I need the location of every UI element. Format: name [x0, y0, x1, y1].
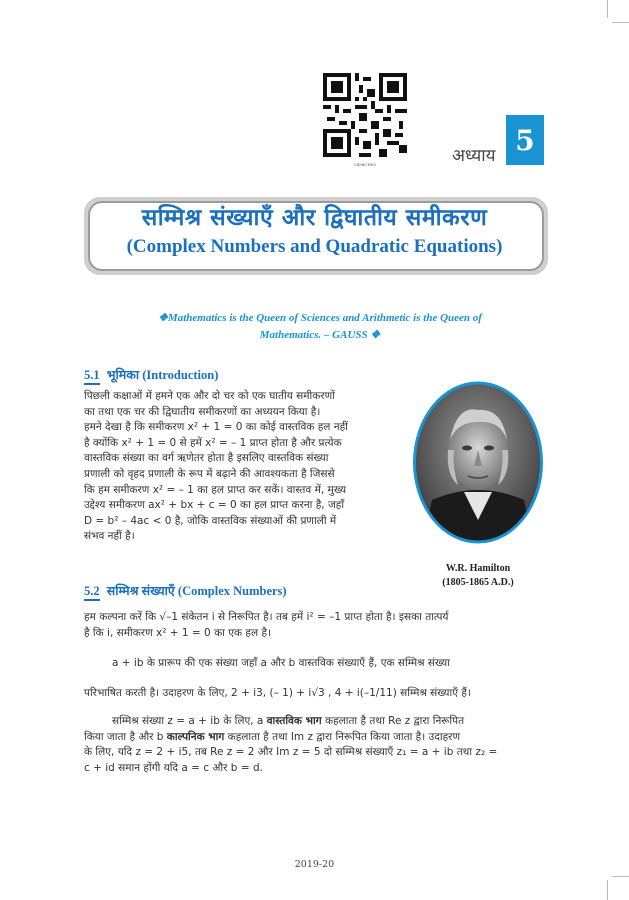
- qr-code[interactable]: [323, 73, 407, 157]
- complex-numbers-paragraph-3: [84, 714, 546, 776]
- paragraph-line: है क्योंकि x² + 1 = 0 से हमें x² = – 1 प्राप्त होता है और प्रत्येक: [84, 436, 342, 449]
- chapter-number: 5: [515, 123, 535, 157]
- crop-mark: [612, 22, 629, 23]
- caption-name: W.R. Hamilton: [445, 563, 511, 574]
- paragraph-line: है कि i, समीकरण x² + 1 = 0 का एक हल है।: [84, 626, 271, 639]
- epigraph-quote: [110, 310, 530, 344]
- term-real-part: वास्तविक भाग: [266, 715, 322, 727]
- paragraph-line: का तथा एक चर की द्विघातीय समीकरणों का अध्ययन किया है।: [84, 405, 321, 418]
- paragraph-line: वास्तविक संख्या का वर्ग ऋणेतर होता है इसलिए वास्तविक संख्या: [84, 452, 329, 465]
- paragraph-line: के लिए, यदि z = 2 + i5, तब Re z = 2 और Im z = 5 दो सम्मिश्र संख्याएँ z₁ = a + ib तथा z₂ =: [84, 746, 498, 759]
- crop-mark: [607, 880, 608, 900]
- paragraph-line: हम कल्पना करें कि √–1 संकेतन i से निरूपित है। तब हमें i² = –1 प्राप्त होता है। इसका तात्पर्य: [84, 611, 449, 623]
- section-heading-complex-numbers: [84, 582, 287, 601]
- paragraph-line: a + ib के प्रारूप की एक संख्या जहाँ a और b वास्तविक संख्याएँ हैं, एक सम्मिश्र संख्या: [112, 657, 450, 669]
- chapter-title-english: (Complex Numbers and Quadratic Equations): [126, 236, 503, 257]
- section-number: 5.1: [84, 368, 100, 385]
- introduction-paragraph: [84, 389, 400, 545]
- crop-mark: [612, 876, 629, 877]
- quote-line: ❖Mathematics is the Queen of Sciences and Arithmetic is the Queen of: [158, 312, 482, 324]
- chapter-title-hindi: सम्मिश्र संख्याएँ और द्विघातीय समीकरण: [141, 204, 488, 231]
- paragraph-line: संभव नहीं है।: [84, 530, 135, 543]
- caption-years: (1805-1865 A.D.): [442, 577, 514, 588]
- paragraph-line: पिछली कक्षाओं में हमने एक और दो चर को एक घातीय समीकरणों: [84, 390, 335, 402]
- paragraph-line: c + id समान होंगी यदि a = c और b = d.: [84, 761, 263, 774]
- complex-numbers-paragraph-1: [84, 610, 546, 641]
- qr-code-id: 0496CH05: [354, 162, 376, 167]
- complex-numbers-paragraph-2: [84, 656, 546, 701]
- section-heading-introduction: [84, 366, 218, 385]
- crop-mark: [607, 0, 608, 18]
- term-imaginary-part: काल्पनिक भाग: [166, 730, 225, 743]
- page-footer-year: 2019-20: [294, 859, 335, 870]
- paragraph-line: D = b² – 4ac < 0 है, जोकि वास्तविक संख्याओं की प्रणाली में: [84, 514, 337, 527]
- chapter-number-badge: [506, 115, 544, 165]
- section-title: सम्मिश्र संख्याएँ (Complex Numbers): [106, 584, 287, 598]
- quote-line: Mathematics. – GAUSS ❖: [259, 329, 381, 341]
- portrait-caption: [398, 562, 558, 590]
- chapter-label: अध्याय: [452, 146, 496, 166]
- hamilton-portrait: [412, 380, 544, 545]
- paragraph-line: किया जाता है और b काल्पनिक भाग कहलाता है तथा Im z द्वारा निरूपित किया जाता है। उदाहरण: [84, 730, 461, 743]
- paragraph-line: सम्मिश्र संख्या z = a + ib के लिए, a वास्तविक भाग कहलाता है तथा Re z द्वारा निरूपित: [112, 715, 465, 727]
- paragraph-line: कि हम समीकरण x² = – 1 का हल प्राप्त कर सकें। वास्तव में, मुख्य: [84, 483, 347, 496]
- paragraph-line: प्रणाली को वृहद प्रणाली के रूप में बढ़ाने की आवश्यकता है जिससे: [84, 467, 335, 480]
- section-title: भूमिका (Introduction): [106, 368, 219, 382]
- section-number: 5.2: [84, 584, 100, 601]
- paragraph-line: उद्देश्य समीकरण ax² + bx + c = 0 का हल प्राप्त करना है, जहाँ: [84, 499, 345, 512]
- paragraph-line: हमने देखा है कि समीकरण x² + 1 = 0 का कोई वास्तविक हल नहीं: [84, 421, 348, 434]
- paragraph-line: परिभाषित करती है। उदाहरण के लिए, 2 + i3, (– 1) + i√3 , 4 + i(–1/11) सम्मिश्र संख्याएँ हैं।: [84, 686, 471, 699]
